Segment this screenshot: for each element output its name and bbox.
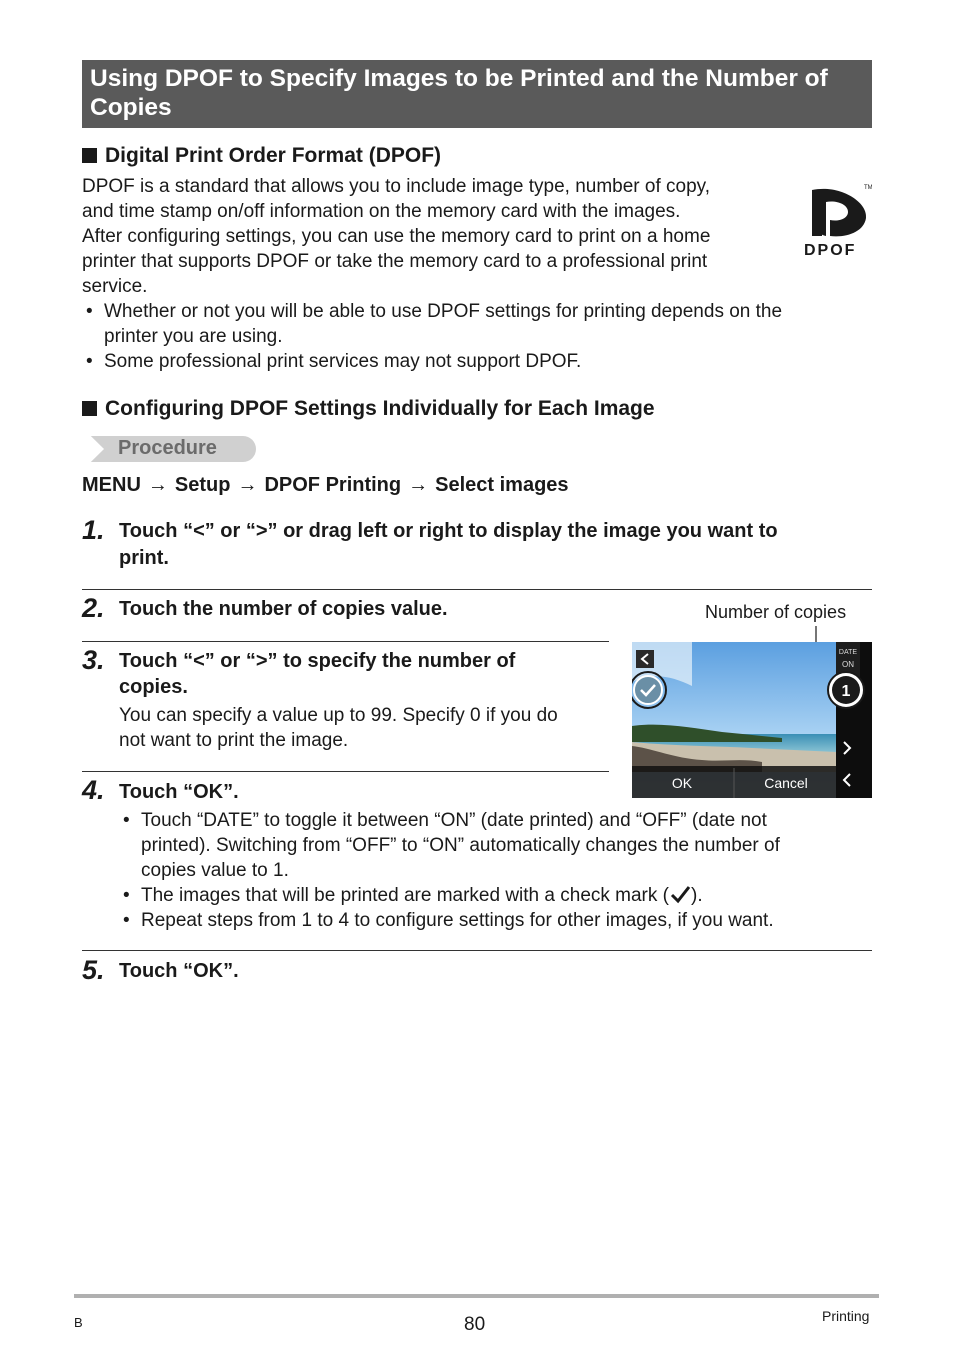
text-line: printer you are using. bbox=[104, 326, 283, 347]
dpof-description bbox=[82, 174, 782, 299]
text-line: and time stamp on/off information on the memory card with the images. bbox=[82, 201, 681, 222]
copies-value: 1 bbox=[841, 683, 851, 700]
bullet-mark: • bbox=[123, 810, 130, 831]
text-line: Touch “OK”. bbox=[119, 781, 239, 803]
text-line: Touch “<” or “>” or drag left or right to display the image you want to bbox=[119, 520, 778, 542]
text-line: printed). Switching from “OFF” to “ON” automatically changes the number of bbox=[141, 835, 780, 856]
step-instruction bbox=[119, 648, 609, 700]
list-item bbox=[123, 883, 871, 908]
bullet-mark: • bbox=[123, 885, 130, 906]
text-line: printer that supports DPOF or take the memory card to a professional print bbox=[82, 251, 708, 272]
ok-button[interactable]: OK bbox=[671, 775, 693, 791]
menu-path-item: MENU bbox=[82, 474, 141, 496]
step-number: 5. bbox=[82, 955, 105, 985]
text-line: DPOF is a standard that allows you to include image type, number of copy, bbox=[82, 176, 711, 197]
logo-text: DPOF bbox=[804, 242, 857, 259]
list-item bbox=[123, 808, 871, 883]
subsection-heading-configure bbox=[82, 396, 655, 422]
text-line: copies value to 1. bbox=[141, 860, 289, 881]
arrow-right-icon: → bbox=[147, 474, 168, 496]
step-number: 2. bbox=[82, 593, 105, 623]
tag-notch-icon bbox=[82, 436, 104, 462]
step-instruction bbox=[119, 596, 599, 623]
list-item bbox=[86, 349, 874, 374]
dpof-logo-icon bbox=[800, 180, 872, 260]
step-detail bbox=[119, 703, 609, 753]
cancel-button[interactable]: Cancel bbox=[764, 775, 808, 791]
dpof-logo bbox=[800, 180, 872, 260]
text-line: Touch “DATE” to toggle it between “ON” (date printed) and “OFF” (date not bbox=[141, 810, 767, 831]
footer-divider bbox=[74, 1294, 879, 1298]
text-line: After configuring settings, you can use the memory card to print on a home bbox=[82, 226, 711, 247]
back-button[interactable] bbox=[636, 650, 654, 668]
text-line: copies. bbox=[119, 676, 188, 698]
date-label: DATE bbox=[838, 649, 858, 656]
camera-screen-image bbox=[632, 642, 872, 798]
menu-path-item: Select images bbox=[435, 474, 569, 496]
check-mark-icon bbox=[669, 884, 691, 904]
text-line: Touch “OK”. bbox=[119, 960, 239, 982]
date-on-label: ON bbox=[842, 660, 854, 669]
text-line: Some professional print services may not support DPOF. bbox=[104, 351, 582, 372]
step-number: 3. bbox=[82, 645, 105, 675]
divider bbox=[82, 589, 872, 590]
page-number: 80 bbox=[464, 1314, 486, 1335]
text-line: Touch the number of copies value. bbox=[119, 598, 448, 620]
square-bullet-icon bbox=[82, 401, 97, 416]
list-item bbox=[86, 299, 874, 349]
step-instruction bbox=[119, 958, 599, 985]
section-title bbox=[82, 60, 872, 128]
figure-caption: Number of copies bbox=[705, 602, 847, 622]
subsection-heading-text: Configuring DPOF Settings Individually for Each Image bbox=[105, 397, 655, 420]
text-line: You can specify a value up to 99. Specify 0 if you do bbox=[119, 705, 558, 726]
divider bbox=[82, 641, 609, 642]
bullet-mark: • bbox=[86, 351, 93, 372]
bullet-mark: • bbox=[123, 910, 130, 931]
text-line: not want to print the image. bbox=[119, 730, 349, 751]
camera-screen-illustration bbox=[632, 642, 872, 798]
text-line: ). bbox=[691, 885, 703, 906]
trademark-mark: TM bbox=[864, 185, 872, 191]
menu-path-item: Setup bbox=[174, 474, 231, 496]
menu-path bbox=[82, 472, 569, 498]
list-item bbox=[123, 908, 871, 933]
check-mark-button[interactable] bbox=[634, 676, 662, 704]
arrow-right-icon: → bbox=[408, 474, 429, 496]
subsection-heading-dpof bbox=[82, 143, 441, 169]
square-bullet-icon bbox=[82, 148, 97, 163]
text-line: Touch “<” or “>” to specify the number of bbox=[119, 650, 516, 672]
section-title-text: Using DPOF to Specify Images to be Printed and the Number of Copies bbox=[90, 65, 828, 121]
text-line: service. bbox=[82, 276, 148, 297]
step-instruction bbox=[119, 518, 874, 572]
step-instruction bbox=[119, 779, 599, 806]
divider bbox=[82, 771, 609, 772]
procedure-tag bbox=[82, 436, 256, 462]
footer-chapter: Printing bbox=[822, 1308, 870, 1324]
text-line: Repeat steps from 1 to 4 to configure settings for other images, if you want. bbox=[141, 910, 774, 931]
arrow-right-icon: → bbox=[237, 474, 258, 496]
text-line: Whether or not you will be able to use DPOF settings for printing depends on the bbox=[104, 301, 783, 322]
menu-path-item: DPOF Printing bbox=[264, 474, 402, 496]
text-line: The images that will be printed are marked with a check mark ( bbox=[141, 885, 669, 906]
subsection-heading-text: Digital Print Order Format (DPOF) bbox=[105, 144, 442, 167]
procedure-label: Procedure bbox=[118, 437, 217, 459]
step-number: 1. bbox=[82, 515, 105, 545]
text-line: print. bbox=[119, 547, 169, 569]
divider bbox=[82, 950, 872, 951]
footer-language-code: B bbox=[74, 1315, 83, 1330]
bullet-mark: • bbox=[86, 301, 93, 322]
step-number: 4. bbox=[82, 775, 105, 805]
